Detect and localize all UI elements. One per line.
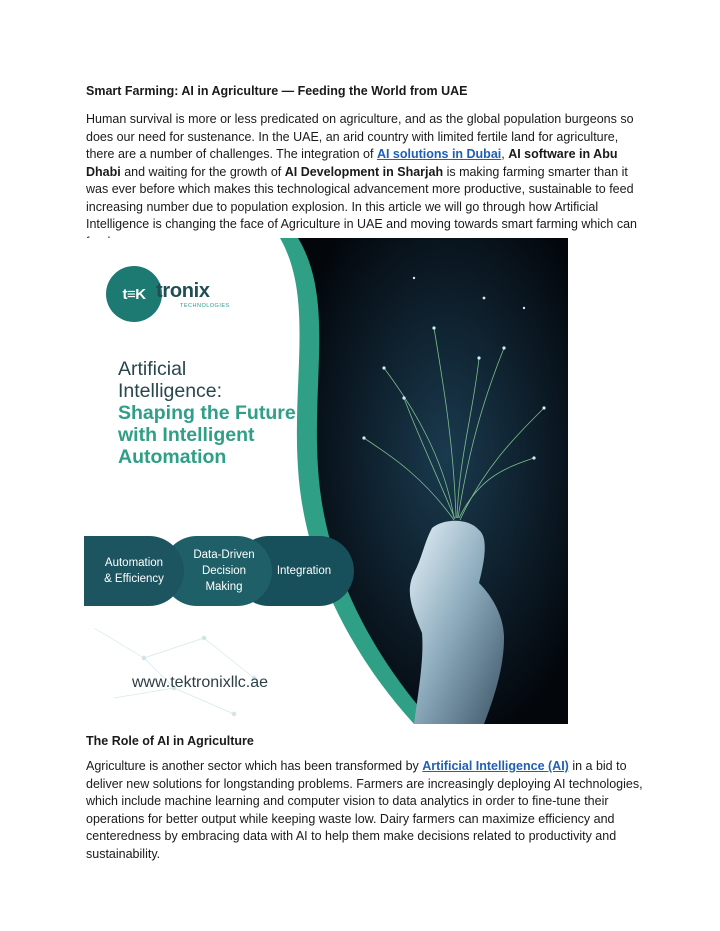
headline-line: Shaping the Future bbox=[118, 402, 296, 424]
article-title: Smart Farming: AI in Agriculture — Feeding the World from UAE bbox=[86, 84, 468, 98]
ai-banner-image bbox=[84, 238, 568, 724]
role-paragraph bbox=[86, 758, 646, 863]
bold-text: AI software in Abu Dhabi bbox=[86, 147, 618, 179]
headline-line: Intelligence: bbox=[118, 380, 223, 402]
headline-line: Artificial bbox=[118, 358, 187, 380]
artificial-intelligence-link[interactable]: Artificial Intelligence (AI) bbox=[422, 759, 569, 773]
logo-text: tronix bbox=[156, 280, 210, 302]
pill-label: Data-Driven Decision Making bbox=[193, 549, 255, 593]
banner-headline bbox=[118, 358, 338, 468]
banner-url: www.tektronixllc.ae bbox=[132, 674, 269, 691]
pill-label: Integration bbox=[276, 565, 332, 577]
intro-paragraph bbox=[86, 111, 646, 251]
headline-line: with Intelligent bbox=[118, 424, 255, 446]
text-span: is making farming smarter than it was ever before which makes this technological advancement more productive, sustainable to feed increasing number due to population explosion. In this article we will go through how Artificial Intelligence is changing the face of Agriculture in UAE and moving towards smart farming which can bbox=[86, 164, 637, 231]
pill-automation-efficiency bbox=[84, 536, 184, 606]
logo-mark: t≡K bbox=[106, 266, 162, 322]
pill-label: Automation & Efficiency bbox=[104, 557, 164, 585]
text-span: , bbox=[501, 147, 509, 161]
tektronix-logo bbox=[106, 266, 236, 326]
logo-subtitle: TECHNOLOGIES bbox=[180, 303, 230, 309]
ai-solutions-dubai-link[interactable]: AI solutions in Dubai bbox=[376, 147, 502, 161]
text-span: in a bid to deliver new solutions for longstanding problems. Farmers are increasingly deploying AI technologies, which include machine learning and computer vision to data analytics in order to fine-tune their operations for better output while keeping waste low. Dairy farmers can maximize efficiency and centeredness by embracing data with AI to help them make decisions related to productivity and sustainability. bbox=[86, 759, 643, 861]
headline-line: Automation bbox=[118, 446, 227, 468]
section-heading: The Role of AI in Agriculture bbox=[86, 734, 254, 748]
bold-text: AI Development in Sharjah bbox=[284, 164, 444, 179]
text-span: and waiting for the growth of bbox=[120, 164, 285, 179]
text-span: Agriculture is another sector which has been transformed by bbox=[86, 759, 423, 773]
text-span: Human survival is more or less predicated on agriculture, and as the global population burgeons so does our need for sustenance. In the UAE, an arid country with limited fertile land for agriculture, there are a number of challenges. The integration of bbox=[86, 112, 634, 161]
